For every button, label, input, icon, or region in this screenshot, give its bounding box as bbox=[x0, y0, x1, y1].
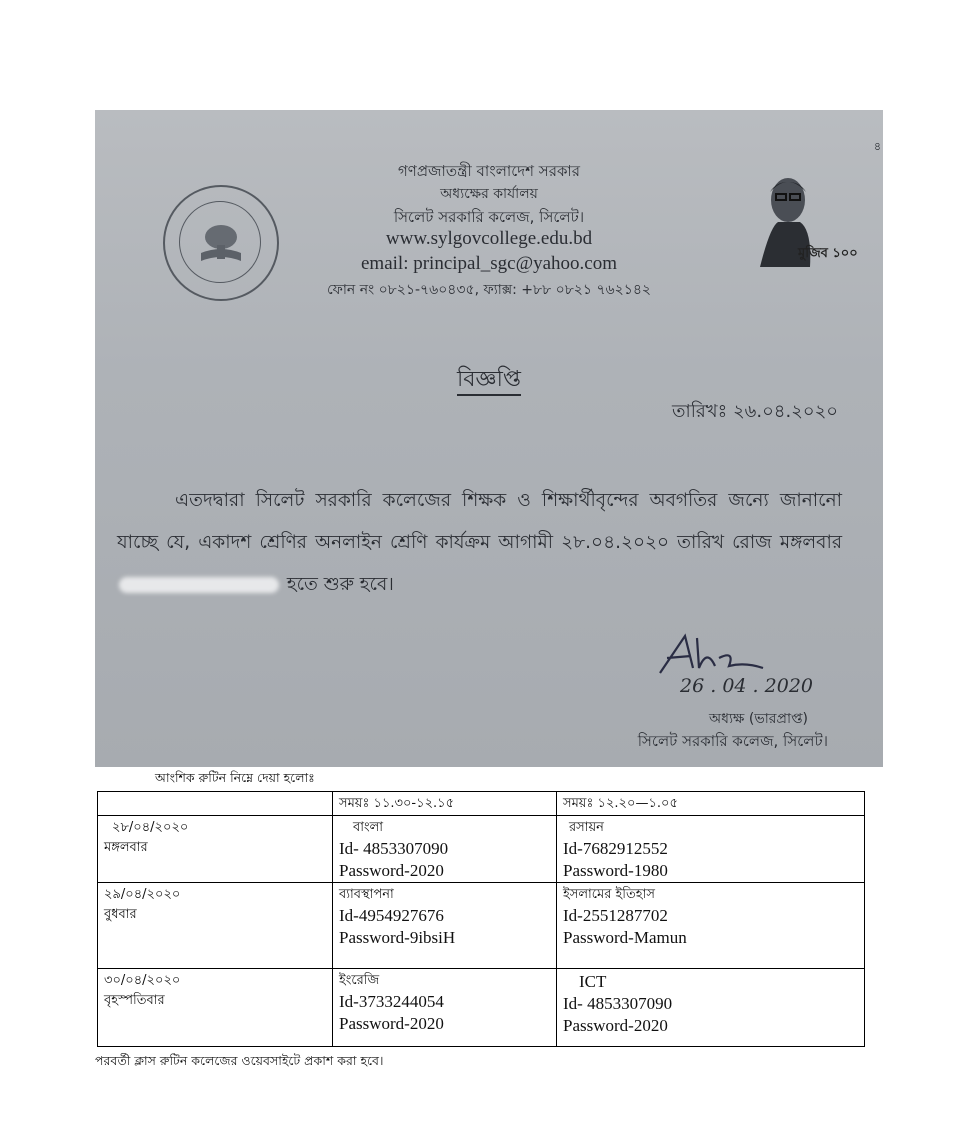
meeting-id: Id- 4853307090 bbox=[563, 994, 673, 1013]
slot-cell bbox=[557, 969, 865, 1047]
college-name: সিলেট সরকারি কলেজ, সিলেট। bbox=[393, 208, 585, 226]
signatory-college: সিলেট সরকারি কলেজ, সিলেট। bbox=[637, 732, 828, 750]
slot-cell bbox=[333, 969, 557, 1047]
routine-header-row bbox=[98, 792, 865, 816]
meeting-password: Password-Mamun bbox=[563, 928, 687, 947]
meeting-password: Password-2020 bbox=[339, 861, 444, 880]
meeting-password: Password-2020 bbox=[339, 1014, 444, 1033]
office-name: অধ্যক্ষের কার্যালয় bbox=[440, 186, 538, 202]
day: বৃহস্পতিবার bbox=[104, 993, 165, 1008]
slot-cell bbox=[557, 883, 865, 969]
day: মঙ্গলবার bbox=[104, 840, 148, 855]
notice-photo bbox=[95, 110, 883, 767]
redacted-text bbox=[119, 577, 279, 593]
table-row bbox=[98, 816, 865, 883]
meeting-password: Password-2020 bbox=[563, 1016, 668, 1035]
subject: বাংলা bbox=[353, 820, 384, 835]
subject: ইসলামের ইতিহাস bbox=[563, 887, 655, 902]
meeting-id: Id- 4853307090 bbox=[339, 839, 449, 858]
college-website: www.sylgovcollege.edu.bd bbox=[385, 228, 593, 249]
meeting-id: Id-3733244054 bbox=[339, 992, 444, 1011]
date: ৩০/০৪/২০২০ bbox=[104, 973, 181, 988]
slot-cell bbox=[333, 816, 557, 883]
meeting-password: Password-9ibsiH bbox=[339, 928, 456, 947]
date: ২৯/০৪/২০২০ bbox=[104, 887, 181, 902]
notice-date: তারিখঃ ২৬.০৪.২০২০ bbox=[672, 401, 838, 422]
subject: ICT bbox=[579, 972, 607, 991]
signatory-title: অধ্যক্ষ (ভারপ্রাপ্ত) bbox=[709, 711, 808, 727]
header-cell bbox=[98, 792, 333, 816]
header-cell: সময়ঃ ১২.২০—১.০৫ bbox=[557, 792, 865, 816]
routine-footer-note: পরবর্তী ক্লাস রুটিন কলেজের ওয়েবসাইটে প্রকাশ করা হবে। bbox=[95, 1053, 384, 1068]
routine-intro: আংশিক রুটিন নিম্নে দেয়া হলোঃ bbox=[155, 770, 315, 785]
college-email: email: principal_sgc@yahoo.com bbox=[361, 253, 617, 274]
government-name: গণপ্রজাতন্ত্রী বাংলাদেশ সরকার bbox=[397, 162, 581, 180]
subject: রসায়ন bbox=[569, 820, 604, 835]
day: বুধবার bbox=[104, 907, 137, 922]
table-row bbox=[98, 883, 865, 969]
edge-mark: ৪ bbox=[873, 140, 881, 153]
college-phone: ফোন নং ০৮২১-৭৬০৪৩৫, ফ্যাক্স: +৮৮ ০৮২১ ৭৬২১৪২ bbox=[326, 282, 652, 298]
date: ২৮/০৪/২০২০ bbox=[112, 820, 189, 835]
meeting-password: Password-1980 bbox=[563, 861, 668, 880]
notice-body: এতদদ্বারা সিলেট সরকারি কলেজের শিক্ষক ও শিক্ষার্থীবৃন্দের অবগতির জন্যে জানানো যাচ্ছে যে, একাদশ শ্রেণির অনলাইন শ্রেণি কার্যক্রম আগামী ২৮.০৪.২০২০ তারিখ রোজ মঙ্গলবার হতে শুরু হবে। bbox=[117, 490, 842, 595]
notice-title: বিজ্ঞপ্তি bbox=[95, 362, 883, 399]
subject: ইংরেজি bbox=[339, 973, 380, 988]
meeting-id: Id-2551287702 bbox=[563, 906, 668, 925]
date-cell bbox=[98, 969, 333, 1047]
header-cell: সময়ঃ ১১.৩০-১২.১৫ bbox=[333, 792, 557, 816]
signature-date: 26 . 04 . 2020 bbox=[680, 675, 813, 697]
meeting-id: Id-4954927676 bbox=[339, 906, 444, 925]
routine-table bbox=[97, 791, 865, 1047]
mujib-100-logo: মুজিব ১০০ bbox=[740, 172, 870, 272]
date-cell bbox=[98, 816, 333, 883]
date-cell bbox=[98, 883, 333, 969]
slot-cell bbox=[557, 816, 865, 883]
table-row bbox=[98, 969, 865, 1047]
slot-cell bbox=[333, 883, 557, 969]
meeting-id: Id-7682912552 bbox=[563, 839, 668, 858]
subject: ব্যাবস্থাপনা bbox=[339, 887, 394, 902]
